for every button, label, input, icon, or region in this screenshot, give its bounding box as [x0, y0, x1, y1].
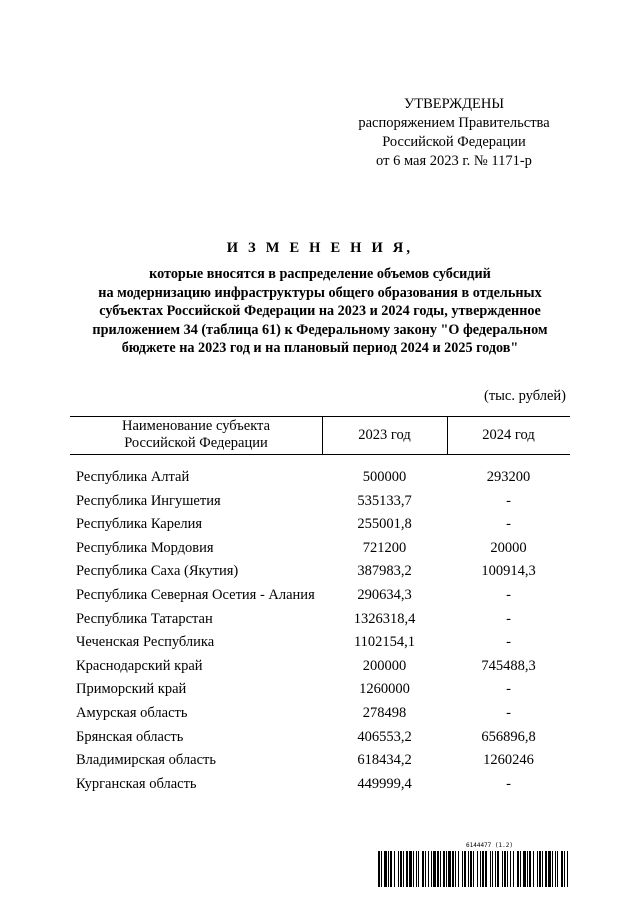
table-row — [76, 705, 570, 722]
value-2024: 745488,3 — [481, 657, 536, 674]
region-name: Курганская область — [76, 775, 197, 792]
approval-title: УТВЕРЖДЕНЫ — [403, 96, 505, 112]
table-header-bottom-rule — [70, 454, 570, 455]
approval-block — [340, 95, 568, 171]
subtitle-line: субъектах Российской Федерации на 2023 и 2024 годы, утвержденное — [99, 303, 541, 320]
value-2024: - — [506, 634, 511, 651]
value-2024: 1260246 — [483, 752, 534, 769]
value-2024: - — [506, 681, 511, 698]
table-body — [76, 469, 570, 799]
table-row — [76, 493, 570, 510]
column-header-name: Наименование субъекта Российской Федерации — [121, 418, 271, 451]
column-header-2023: 2023 год — [358, 426, 411, 443]
region-name: Республика Северная Осетия - Алания — [76, 586, 315, 603]
region-name: Краснодарский край — [76, 657, 203, 674]
region-name: Республика Саха (Якутия) — [76, 563, 239, 580]
table-row — [76, 634, 570, 651]
value-2023: 387983,2 — [357, 563, 412, 580]
region-name: Владимирская область — [76, 752, 216, 769]
value-2023: 449999,4 — [357, 775, 412, 792]
table-row — [76, 563, 570, 580]
table-row — [76, 540, 570, 557]
approval-line: распоряжением Правительства — [358, 115, 550, 131]
table-row — [76, 469, 570, 486]
region-name: Чеченская Республика — [76, 634, 215, 651]
barcode-icon — [378, 851, 570, 887]
table-row — [76, 611, 570, 628]
unit-note: (тыс. рублей) — [484, 388, 566, 404]
value-2024: - — [506, 516, 511, 533]
subtitle-line: приложением 34 (таблица 61) к Федеральному закону "О федеральном — [92, 321, 548, 338]
value-2023: 535133,7 — [357, 492, 412, 509]
table-row — [76, 729, 570, 746]
region-name: Приморский край — [76, 681, 187, 698]
value-2023: 1260000 — [359, 681, 410, 698]
table-row — [76, 658, 570, 675]
subtitle-line: которые вносятся в распределение объемов субсидий — [149, 266, 491, 282]
region-name: Республика Алтай — [76, 469, 190, 485]
barcode-label: 6144477 (1.2) — [466, 842, 513, 849]
subtitle-line: бюджете на 2023 год и на плановый период 2024 и 2025 годов" — [121, 340, 519, 357]
subtitle-line: на модернизацию инфраструктуры общего образования в отдельных — [98, 284, 542, 301]
value-2023: 1326318,4 — [353, 610, 416, 627]
value-2024: 20000 — [490, 539, 527, 556]
value-2023: 1102154,1 — [353, 634, 416, 651]
document-title: И З М Е Н Е Н И Я, — [226, 240, 414, 256]
value-2023: 290634,3 — [357, 586, 412, 603]
value-2024: 293200 — [486, 469, 531, 485]
region-name: Амурская область — [76, 704, 188, 721]
region-name: Республика Татарстан — [76, 610, 213, 627]
value-2023: 406553,2 — [357, 728, 412, 745]
value-2023: 618434,2 — [357, 752, 412, 769]
region-name: Брянская область — [76, 728, 184, 745]
value-2023: 255001,8 — [357, 516, 412, 533]
value-2024: - — [506, 492, 511, 509]
table-row — [76, 587, 570, 604]
column-header-2024: 2024 год — [482, 426, 535, 443]
value-2024: - — [506, 704, 511, 721]
approval-date-number: от 6 мая 2023 г. № 1171-р — [376, 153, 532, 169]
value-2024: 656896,8 — [481, 728, 536, 745]
document-subtitle — [60, 265, 580, 358]
table-row — [76, 681, 570, 698]
value-2024: - — [506, 775, 511, 792]
table-row — [76, 776, 570, 793]
region-name: Республика Карелия — [76, 516, 203, 533]
value-2023: 721200 — [362, 539, 407, 556]
region-name: Республика Ингушетия — [76, 492, 221, 509]
table-row — [76, 516, 570, 533]
value-2024: - — [506, 610, 511, 627]
approval-line: Российской Федерации — [382, 134, 526, 150]
value-2024: - — [506, 586, 511, 603]
value-2023: 278498 — [362, 704, 407, 721]
value-2023: 200000 — [362, 657, 407, 674]
table-row — [76, 752, 570, 769]
region-name: Республика Мордовия — [76, 539, 214, 556]
value-2024: 100914,3 — [481, 563, 536, 580]
value-2023: 500000 — [362, 469, 407, 485]
